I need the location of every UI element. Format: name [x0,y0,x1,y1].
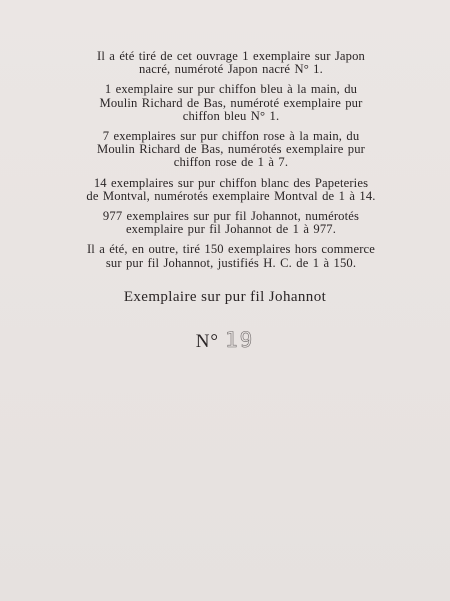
text-line: 977 exemplaires sur pur fil Johannot, numérotés [102,209,360,224]
justification-paragraph-chiffon-rose [62,130,400,170]
justification-paragraph-johannot [62,210,400,236]
text-line: Moulin Richard de Bas, numéroté exemplaire pur [99,95,363,110]
text-line: chiffon bleu N° 1. [182,108,280,123]
justification-paragraph-hors-commerce [62,243,400,269]
copy-number [0,328,450,353]
text-line: sur pur fil Johannot, justifiés H. C. de 1 à 150. [105,255,357,270]
justification-block [62,50,400,277]
text-line: nacré, numéroté Japon nacré N° 1. [139,62,323,77]
text-line: Moulin Richard de Bas, numérotés exemplaire pur [96,142,365,157]
text-line: 1 exemplaire sur pur chiffon bleu à la main, du [104,82,358,97]
text-line: 7 exemplaires sur pur chiffon rose à la main, du [102,129,360,144]
copy-number-stamp: 19 [225,328,255,352]
text-line: Il a été, en outre, tiré 150 exemplaires hors commerce [86,242,376,257]
text-line: chiffon rose de 1 à 7. [173,155,289,170]
justification-paragraph-japon [62,50,400,76]
text-line: exemplaire pur fil Johannot de 1 à 977. [125,222,337,237]
copy-number-prefix: N° [195,331,220,352]
justification-paragraph-chiffon-bleu [62,83,400,123]
text-line: 14 exemplaires sur pur chiffon blanc des Papeteries [93,175,369,190]
text-line: de Montval, numérotés exemplaire Montval de 1 à 14. [86,188,376,203]
justification-paragraph-montval [62,177,400,203]
text-line: Il a été tiré de cet ouvrage 1 exemplaire sur Japon [96,49,365,63]
copy-edition-label: Exemplaire sur pur fil Johannot [123,289,327,305]
